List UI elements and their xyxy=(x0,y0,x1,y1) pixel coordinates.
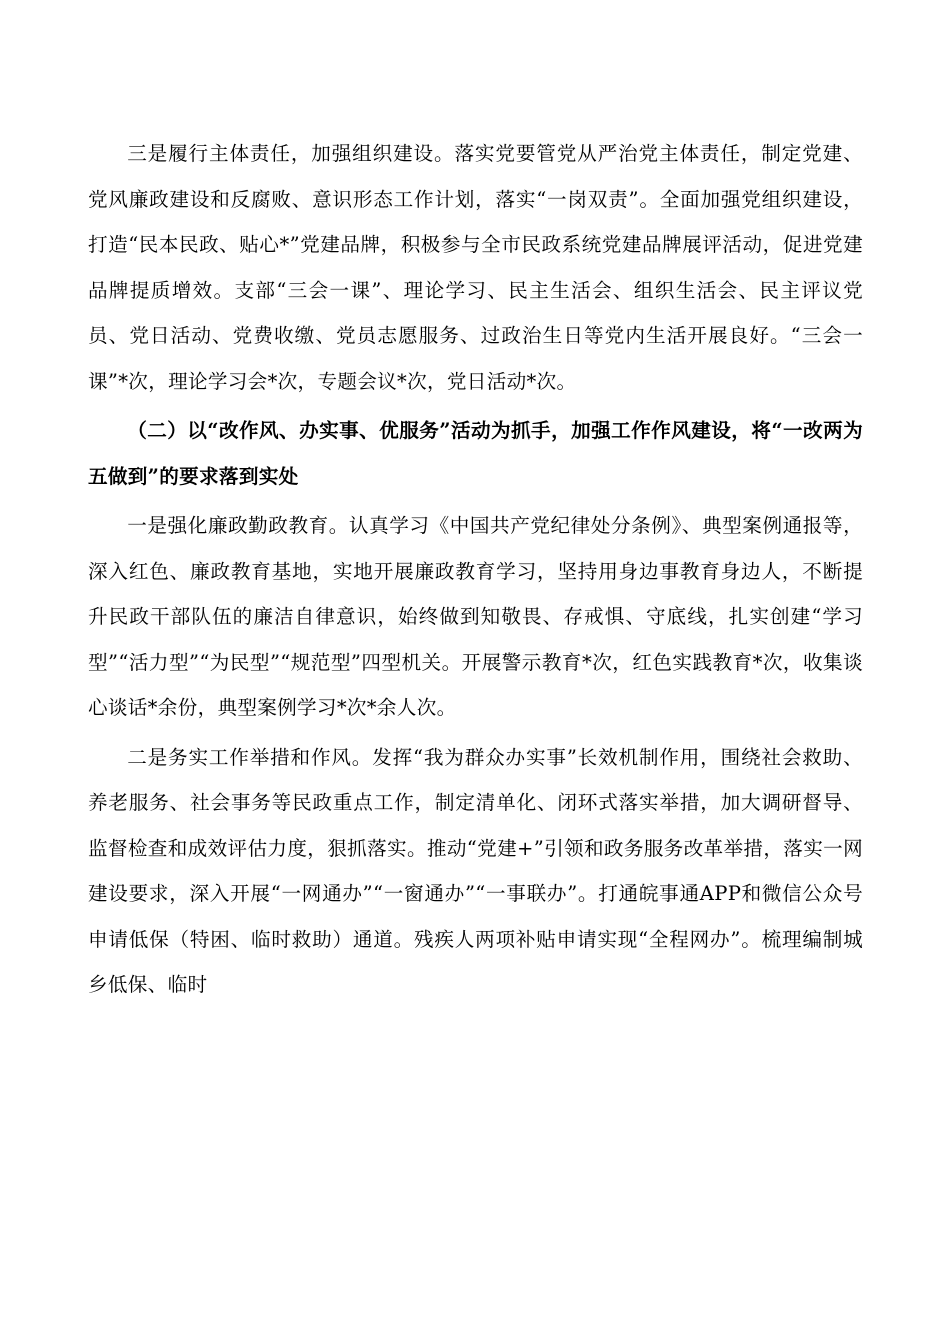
document-body xyxy=(88,131,863,1008)
paragraph-integrity-education: 一是强化廉政勤政教育。认真学习《中国共产党纪律处分条例》、典型案例通报等，深入红色、廉政教育基地，实地开展廉政教育学习，坚持用身边事教育身边人，不断提升民政干部队伍的廉洁自律意识，始终做到知敬畏、存戒惧、守底线，扎实创建“学习型”“活力型”“为民型”“规范型”四型机关。开展警示教育*次，红色实践教育*次，收集谈心谈话*余份，典型案例学习*次*余人次。 xyxy=(88,514,863,719)
paragraph-party-building: 三是履行主体责任，加强组织建设。落实党要管党从严治党主体责任，制定党建、党风廉政建设和反腐败、意识形态工作计划，落实“一岗双责”。全面加强党组织建设，打造“民本民政、贴心*”党建品牌，积极参与全市民政系统党建品牌展评活动，促进党建品牌提质增效。支部“三会一课”、理论学习、民主生活会、组织生活会、民主评议党员、党日活动、党费收缴、党员志愿服务、过政治生日等党内生活开展良好。“三会一课”*次，理论学习会*次，专题会议*次，党日活动*次。 xyxy=(88,142,863,393)
section-heading-work-style: （二）以“改作风、办实事、优服务”活动为抓手，加强工作作风建设，将“一改两为五做到”的要求落到实处 xyxy=(88,419,863,488)
paragraph-practical-measures: 二是务实工作举措和作风。发挥“我为群众办实事”长效机制作用，围绕社会救助、养老服务、社会事务等民政重点工作，制定清单化、闭环式落实举措，加大调研督导、监督检查和成效评估力度，狠抓落实。推动“党建+”引领和政务服务改革举措，落实一网建设要求，深入开展“一网通办”“一窗通办”“一事联办”。打通皖事通APP和微信公众号申请低保（特困、临时救助）通道。残疾人两项补贴申请实现“全程网办”。梳理编制城乡低保、临时 xyxy=(88,745,863,996)
